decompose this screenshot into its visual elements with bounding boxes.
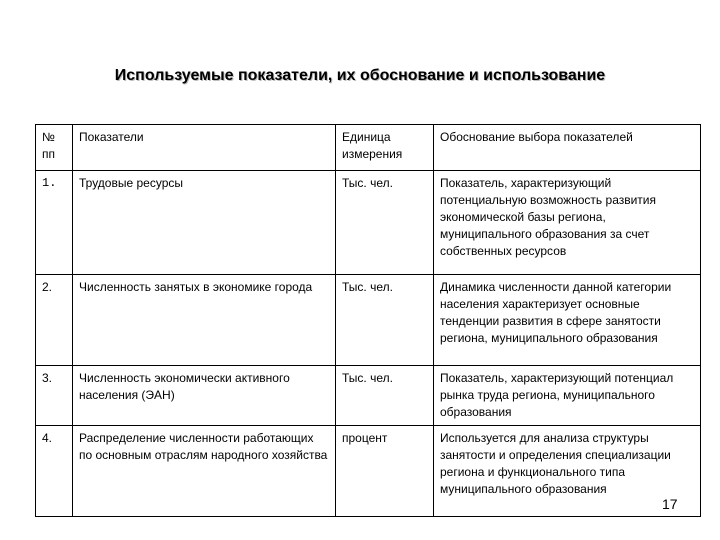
page-title: Используемые показатели, их обоснование и использование: [114, 67, 606, 84]
table-row: [36, 171, 701, 275]
table-row: [36, 275, 701, 366]
row-unit: Тыс. чел.: [336, 171, 434, 275]
row-num: 3.: [36, 366, 73, 426]
table-row: [36, 426, 701, 517]
header-indicator: Показатели: [73, 125, 336, 171]
row-num: 4.: [36, 426, 73, 517]
page-number: 17: [662, 496, 678, 512]
row-unit: Тыс. чел.: [336, 366, 434, 426]
table-header-row: [36, 125, 701, 171]
indicators-table: [35, 124, 701, 517]
row-indicator: Численность занятых в экономике города: [73, 275, 336, 366]
row-indicator: Распределение численности работающих по основным отраслям народного хозяйства: [73, 426, 336, 517]
row-justification: Показатель, характеризующий потенциал рынка труда региона, муниципального образования: [434, 366, 701, 426]
row-indicator: Численность экономически активного населения (ЭАН): [73, 366, 336, 426]
row-justification: Динамика численности данной категории населения характеризует основные тенденции развития в сфере занятости региона, муниципального образования: [434, 275, 701, 366]
row-unit: процент: [336, 426, 434, 517]
row-num: 1.: [36, 171, 73, 275]
header-unit: Единица измерения: [336, 125, 434, 171]
row-justification: Используется для анализа структуры занятости и определения специализации региона и функционального типа муниципального образования: [434, 426, 701, 517]
row-num: 2.: [36, 275, 73, 366]
table-row: [36, 366, 701, 426]
header-num: № пп: [36, 125, 73, 171]
row-justification: Показатель, характеризующий потенциальную возможность развития экономической базы региона, муниципального образования за счет собственных ресурсов: [434, 171, 701, 275]
row-unit: Тыс. чел.: [336, 275, 434, 366]
header-justification: Обоснование выбора показателей: [434, 125, 701, 171]
row-indicator: Трудовые ресурсы: [73, 171, 336, 275]
